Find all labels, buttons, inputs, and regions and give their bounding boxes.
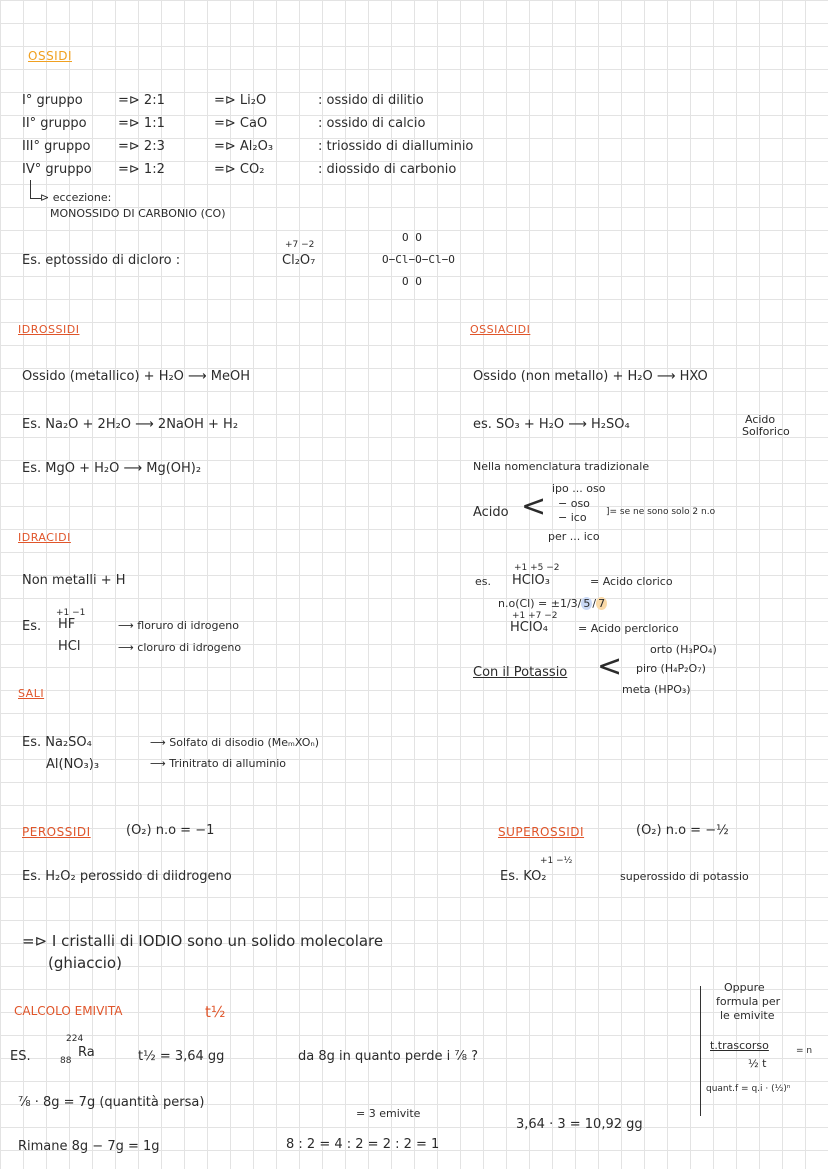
isotope-z: 88	[60, 1056, 72, 1066]
iodio-line-1: =⊳ I cristalli di IODIO sono un solido molecolare	[22, 932, 384, 950]
emivita-es: ES.	[10, 1049, 31, 1064]
hclo3-name: = Acido clorico	[590, 575, 673, 588]
formula-box-line-1-suffix: = n	[796, 1046, 813, 1056]
ossidi-example-ox: +7 −2	[285, 240, 315, 250]
formula-box-title-1: Oppure	[724, 981, 765, 994]
meta-acid: meta (HPO₃)	[622, 683, 691, 696]
emivita-title: CALCOLO EMIVITA	[14, 1004, 123, 1018]
superossidi-example-name: superossido di potassio	[620, 870, 749, 883]
hcl-formula: HCl	[58, 639, 81, 654]
branch-note: ]= se ne sono solo 2 n.o	[606, 507, 716, 517]
branch-per-ico: per ... ico	[548, 530, 600, 543]
hclo3-formula: HClO₃	[512, 573, 550, 588]
branch-ipo-oso: ipo ... oso	[552, 482, 606, 495]
acido-solforico-1: Acido	[745, 413, 776, 426]
formula-box-title-3: le emivite	[720, 1009, 775, 1022]
acido-brace: <	[521, 489, 547, 524]
emivita-half-life: t½ = 3,64 gg	[138, 1049, 225, 1064]
perossidi-title: PEROSSIDI	[22, 825, 91, 839]
cl-oxidation-states	[498, 598, 607, 611]
formula-box-line-3: quant.f = q.i · (½)ⁿ	[706, 1084, 791, 1094]
ossidi-formula-2: =⊳ CaO	[214, 116, 268, 131]
ossidi-group-3: III° gruppo	[22, 139, 91, 154]
idracidi-title: IDRACIDI	[18, 531, 71, 544]
acido-label: Acido	[473, 505, 509, 520]
ossiacidi-example: es. SO₃ + H₂O ⟶ H₂SO₄	[473, 417, 630, 432]
ossidi-example-formula: Cl₂O₇	[282, 253, 316, 268]
ossidi-formula-4: =⊳ CO₂	[214, 162, 265, 177]
idrossidi-example-1: Es. Na₂O + 2H₂O ⟶ 2NaOH + H₂	[22, 417, 239, 432]
superossidi-title: SUPEROSSIDI	[498, 825, 585, 839]
noc-sep: /	[592, 597, 597, 610]
branch-oso: − oso	[558, 497, 590, 510]
hcl-name: ⟶ cloruro di idrogeno	[118, 641, 242, 654]
acido-solforico-2: Solforico	[742, 425, 790, 438]
ossidi-group-1: I° gruppo	[22, 93, 83, 108]
superossidi-ion: (O₂) n.o = −½	[636, 823, 729, 838]
ossidi-ratio-1: =⊳ 2:1	[118, 93, 165, 108]
piro-acid: piro (H₄P₂O₇)	[636, 662, 706, 675]
hf-formula: HF	[58, 617, 76, 632]
ossidi-group-4: IV° gruppo	[22, 162, 92, 177]
ossiacidi-reaction: Ossido (non metallo) + H₂O ⟶ HXO	[473, 369, 708, 384]
ossidi-name-4: : diossido di carbonio	[318, 162, 457, 177]
sali-example-1-formula: Es. Na₂SO₄	[22, 735, 92, 750]
idracidi-definition: Non metalli + H	[22, 573, 126, 588]
isotope-symbol: Ra	[78, 1045, 95, 1060]
iodio-line-2: (ghiaccio)	[48, 954, 122, 972]
perossidi-example: Es. H₂O₂ perossido di diidrogeno	[22, 869, 232, 884]
perossidi-ion: (O₂) n.o = −1	[126, 823, 215, 838]
sali-example-2-name: ⟶ Trinitrato di alluminio	[150, 757, 286, 770]
ossidi-formula-1: =⊳ Li₂O	[214, 93, 267, 108]
ossiacidi-title: OSSIACIDI	[470, 323, 531, 336]
noc-prefix: n.o(Cl) = ±1/3/	[498, 597, 582, 610]
potassio-brace: <	[597, 649, 623, 684]
ossidi-name-1: : ossido di dilitio	[318, 93, 424, 108]
emivita-step-2: Rimane 8g − 7g = 1g	[18, 1139, 160, 1154]
ossidi-name-3: : triossido di dialluminio	[318, 139, 474, 154]
formula-box-line-2: ½ t	[748, 1057, 767, 1070]
ossidi-group-2: II° gruppo	[22, 116, 87, 131]
hf-name: ⟶ floruro di idrogeno	[118, 619, 239, 632]
structure-top: O O	[402, 231, 422, 244]
ossidi-example-label: Es. eptossido di dicloro :	[22, 253, 181, 268]
superossidi-example: Es. KO₂	[500, 869, 547, 884]
ossidi-name-2: : ossido di calcio	[318, 116, 426, 131]
emivita-question: da 8g in quanto perde i ⅞ ?	[298, 1049, 478, 1064]
branch-ico: − ico	[558, 511, 587, 524]
superossidi-ox: +1 −½	[540, 856, 573, 866]
structure-mid: O−Cl−O−Cl−O	[382, 253, 455, 266]
structure-bot: O O	[402, 275, 422, 288]
hclo3-es: es.	[475, 575, 491, 588]
noc-5: 5	[583, 597, 591, 610]
emivita-count: = 3 emivite	[356, 1107, 421, 1120]
exception-text: MONOSSIDO DI CARBONIO (CO)	[50, 207, 226, 220]
idrossidi-title: IDROSSIDI	[18, 323, 80, 336]
noc-7: 7	[598, 597, 606, 610]
orto-acid: orto (H₃PO₄)	[650, 643, 717, 656]
potassio-label: Con il Potassio	[473, 665, 568, 680]
idrossidi-example-2: Es. MgO + H₂O ⟶ Mg(OH)₂	[22, 461, 202, 476]
idrossidi-reaction: Ossido (metallico) + H₂O ⟶ MeOH	[22, 369, 251, 384]
sali-title: SALI	[18, 687, 45, 700]
formula-box-divider	[700, 986, 701, 1116]
ossidi-ratio-4: =⊳ 1:2	[118, 162, 165, 177]
nomenclatura-title: Nella nomenclatura tradizionale	[473, 460, 650, 473]
isotope-mass: 224	[66, 1034, 84, 1044]
hclo4-formula: HClO₄	[510, 620, 548, 635]
sali-example-1-name: ⟶ Solfato di disodio (MeₘXOₙ)	[150, 736, 320, 749]
emivita-result: 3,64 · 3 = 10,92 gg	[516, 1117, 643, 1132]
exception-label: ⊳ eccezione:	[40, 191, 112, 204]
ossidi-formula-3: =⊳ Al₂O₃	[214, 139, 274, 154]
emivita-symbol: t½	[205, 1003, 226, 1021]
idracidi-es: Es.	[22, 619, 42, 634]
formula-box-line-1: t.trascorso	[710, 1039, 769, 1052]
hf-ox: +1 −1	[56, 608, 86, 618]
formula-box-title-2: formula per	[716, 995, 781, 1008]
emivita-step-1: ⅞ · 8g = 7g (quantità persa)	[18, 1095, 205, 1110]
ossidi-ratio-2: =⊳ 1:1	[118, 116, 165, 131]
hclo4-ox: +1 +7 −2	[512, 611, 558, 621]
ossidi-title: OSSIDI	[28, 49, 72, 63]
hclo3-ox: +1 +5 −2	[514, 563, 560, 573]
sali-example-2-formula: Al(NO₃)₃	[46, 757, 100, 772]
emivita-chain: 8 : 2 = 4 : 2 = 2 : 2 = 1	[286, 1137, 440, 1152]
ossidi-ratio-3: =⊳ 2:3	[118, 139, 165, 154]
hclo4-name: = Acido perclorico	[578, 622, 679, 635]
